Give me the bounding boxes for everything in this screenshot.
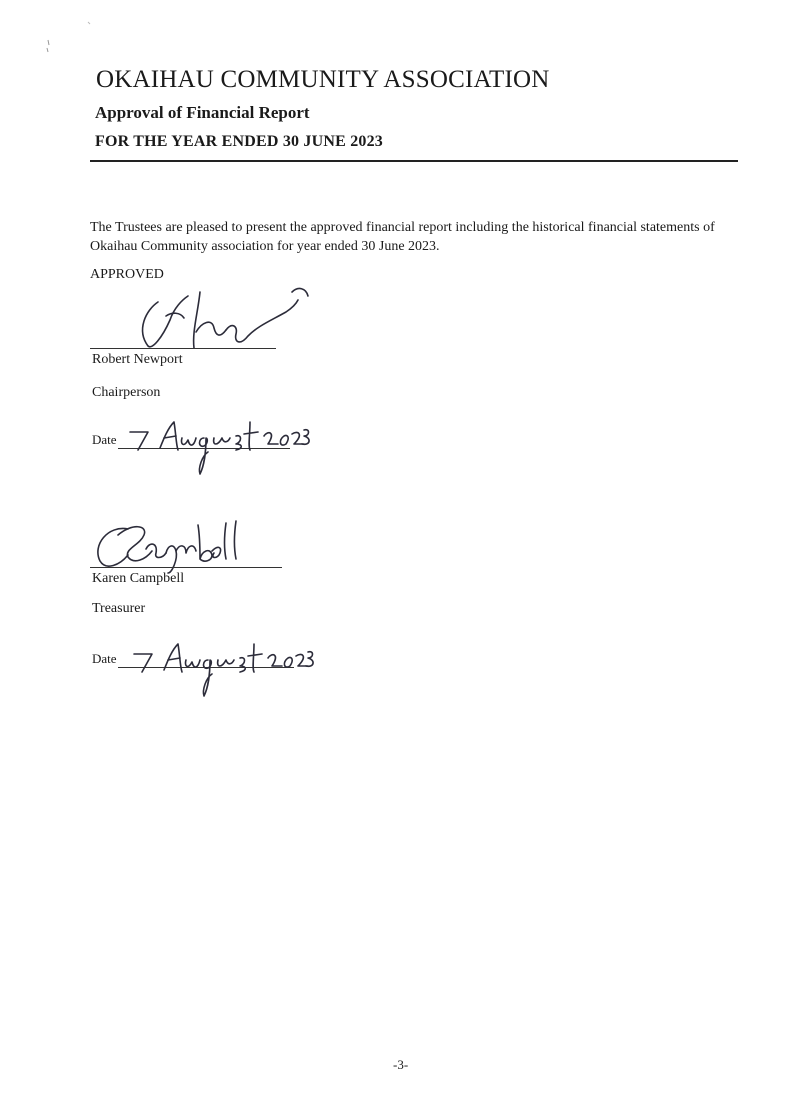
treasurer-signature-block bbox=[88, 515, 408, 705]
organization-name: OKAIHAU COMMUNITY ASSOCIATION bbox=[96, 66, 550, 93]
treasurer-date-label: Date bbox=[92, 651, 117, 666]
treasurer-name: Karen Campbell bbox=[92, 571, 185, 586]
report-period: FOR THE YEAR ENDED 30 JUNE 2023 bbox=[95, 133, 384, 150]
chairperson-signature-block bbox=[88, 282, 408, 502]
treasurer-signature-line bbox=[90, 567, 282, 568]
chairperson-signature bbox=[108, 282, 308, 352]
chairperson-role: Chairperson bbox=[92, 385, 161, 400]
treasurer-role: Treasurer bbox=[92, 601, 146, 616]
chairperson-handwritten-date bbox=[118, 412, 308, 482]
chairperson-name: Robert Newport bbox=[92, 352, 183, 367]
chairperson-signature-line bbox=[90, 348, 276, 349]
report-title: Approval of Financial Report bbox=[95, 103, 310, 122]
scan-marks bbox=[40, 18, 110, 58]
statement-paragraph: The Trustees are pleased to present the approved financial report including the historical financial statements of Okaihau Community association for year ended 30 June 2023. bbox=[90, 220, 715, 254]
chairperson-date-label: Date bbox=[92, 432, 117, 447]
page-number: -3- bbox=[393, 1057, 409, 1072]
treasurer-signature bbox=[88, 515, 288, 575]
approved-label: APPROVED bbox=[90, 267, 164, 282]
treasurer-handwritten-date bbox=[118, 630, 318, 702]
header-divider bbox=[90, 160, 738, 162]
